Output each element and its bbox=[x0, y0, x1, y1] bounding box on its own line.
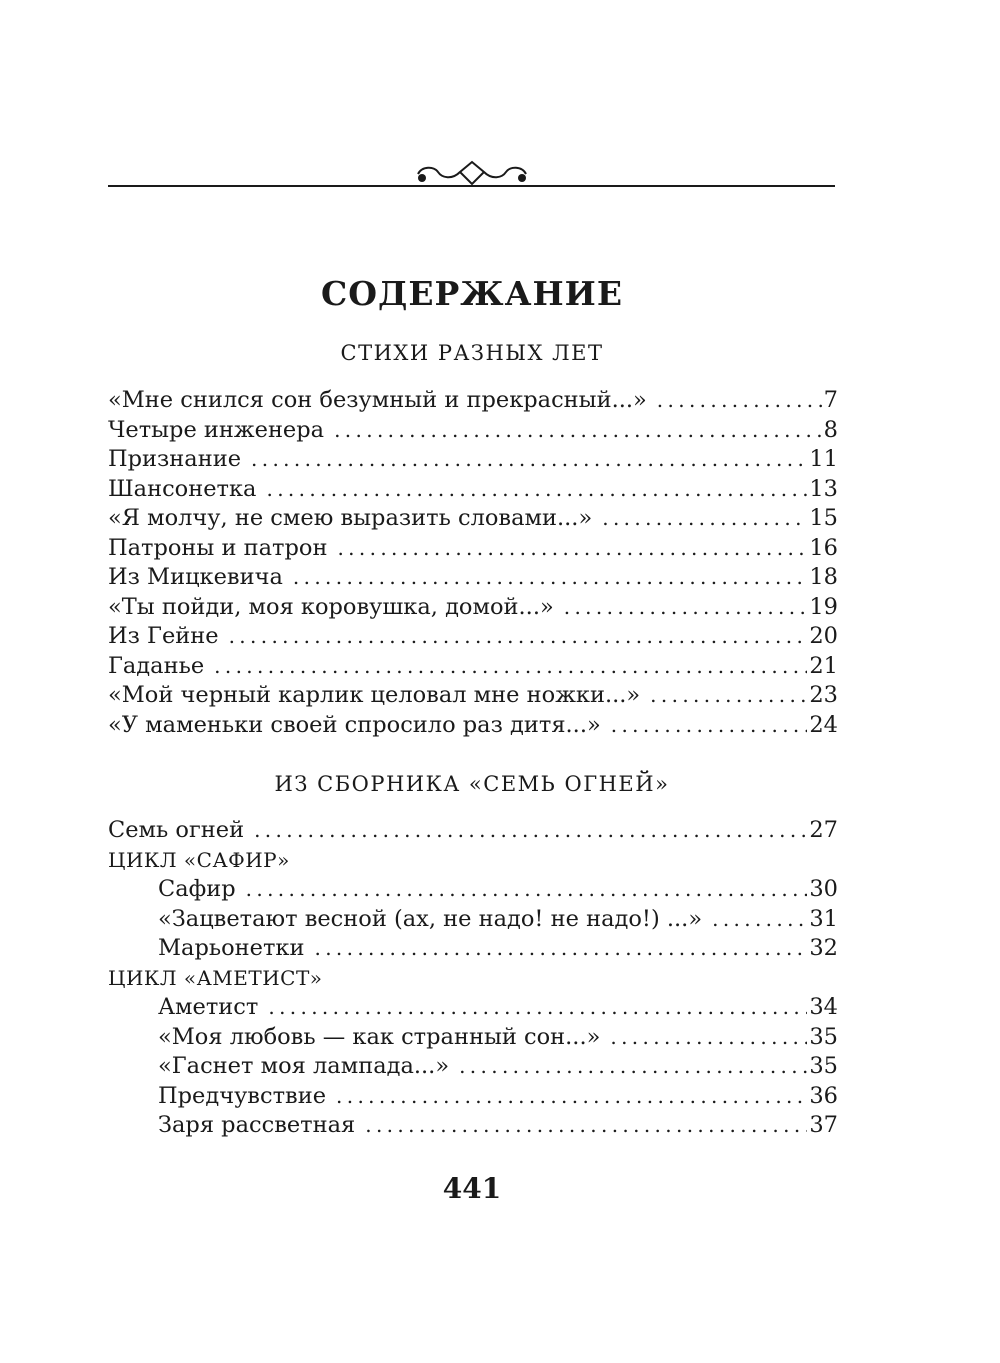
toc-entry-title: Из Мицкевича bbox=[108, 564, 283, 590]
toc-list bbox=[108, 386, 838, 740]
toc-entry-page: 30 bbox=[809, 876, 838, 902]
toc-entry-page: 35 bbox=[809, 1053, 838, 1079]
toc-entry-title: Марьонетки bbox=[158, 935, 305, 961]
toc-entry-page: 32 bbox=[809, 935, 838, 961]
toc-entry[interactable] bbox=[108, 1023, 838, 1053]
dot-leader bbox=[564, 593, 808, 623]
dot-leader bbox=[214, 652, 807, 682]
toc-entry[interactable] bbox=[108, 563, 838, 593]
toc-entry-page: 35 bbox=[809, 1023, 838, 1050]
dot-leader bbox=[610, 1023, 807, 1053]
dot-leader bbox=[712, 905, 807, 935]
page-title: СОДЕРЖАНИЕ bbox=[320, 274, 623, 313]
toc-entry[interactable] bbox=[108, 875, 838, 905]
toc-entry[interactable] bbox=[108, 622, 838, 652]
toc-entry-title: «Ты пойди, моя коровушка, домой...» bbox=[108, 593, 554, 620]
toc-entry-title: Аметист bbox=[158, 994, 259, 1020]
toc-entry-page: 15 bbox=[809, 505, 838, 531]
dot-leader bbox=[657, 386, 822, 416]
dot-leader bbox=[251, 445, 807, 475]
toc-entry-title: Шансонетка bbox=[108, 475, 257, 502]
toc-entry[interactable] bbox=[108, 416, 838, 446]
toc-entry-title: «Я молчу, не смею выразить словами...» bbox=[108, 505, 593, 531]
toc-entry-title: Признание bbox=[108, 446, 242, 472]
toc-entry[interactable] bbox=[108, 475, 838, 505]
dot-leader bbox=[229, 622, 808, 652]
toc-entry-title: Семь огней bbox=[108, 817, 245, 843]
toc-entry-page: 21 bbox=[809, 652, 838, 679]
dot-leader bbox=[293, 563, 807, 593]
dot-leader bbox=[365, 1111, 807, 1141]
page-number: 441 bbox=[442, 1172, 502, 1205]
dot-leader bbox=[650, 681, 807, 711]
toc-entry-title: Сафир bbox=[158, 876, 236, 902]
toc-entry-page: 7 bbox=[823, 387, 838, 413]
dot-leader bbox=[602, 504, 807, 534]
toc-entry-page: 36 bbox=[809, 1082, 838, 1109]
toc-entry-page: 20 bbox=[809, 623, 838, 649]
dot-leader bbox=[611, 711, 808, 741]
toc-entry-page: 37 bbox=[809, 1112, 838, 1138]
dot-leader bbox=[314, 934, 807, 964]
toc-entry-page: 16 bbox=[809, 534, 838, 561]
toc-entry-title: «Гаснет моя лампада...» bbox=[158, 1053, 450, 1079]
toc-entry[interactable] bbox=[108, 534, 838, 564]
toc-entry[interactable] bbox=[108, 816, 838, 846]
dot-leader bbox=[268, 993, 807, 1023]
dot-leader bbox=[459, 1052, 807, 1082]
toc-entry[interactable] bbox=[108, 504, 838, 534]
toc-entry-page: 8 bbox=[823, 416, 838, 443]
toc-entry-page: 19 bbox=[809, 593, 838, 620]
toc-entry[interactable] bbox=[108, 386, 838, 416]
toc-entry-page: 13 bbox=[809, 475, 838, 502]
section-heading: ИЗ СБОРНИКА «СЕМЬ ОГНЕЙ» bbox=[274, 772, 670, 796]
toc-entry[interactable] bbox=[108, 934, 838, 964]
toc-entry-title: «Мне снился сон безумный и прекрасный...» bbox=[108, 387, 647, 413]
toc-entry-page: 18 bbox=[809, 564, 838, 590]
toc-entry-page: 23 bbox=[809, 682, 838, 708]
toc-entry-page: 27 bbox=[809, 817, 838, 843]
toc-entry-page: 11 bbox=[809, 446, 838, 472]
dot-leader bbox=[336, 1082, 807, 1112]
dot-leader bbox=[337, 534, 807, 564]
toc-entry[interactable] bbox=[108, 652, 838, 682]
dot-leader bbox=[254, 816, 807, 846]
toc-entry-title: Предчувствие bbox=[158, 1082, 327, 1109]
toc-entry-page: 24 bbox=[809, 711, 838, 738]
toc-entry-title: «Мой черный карлик целовал мне ножки...» bbox=[108, 682, 641, 708]
toc-entry-title: «Моя любовь — как странный сон...» bbox=[158, 1023, 601, 1050]
toc-entry-title: Гаданье bbox=[108, 652, 205, 679]
dot-leader bbox=[246, 875, 808, 905]
toc-list bbox=[108, 816, 838, 1141]
toc-entry-title: Четыре инженера bbox=[108, 416, 325, 443]
toc-entry-page: 31 bbox=[809, 905, 838, 932]
cycle-heading: ЦИКЛ «АМЕТИСТ» bbox=[108, 965, 323, 990]
toc-entry-title: «У маменьки своей спросило раз дитя...» bbox=[108, 711, 601, 738]
toc-entry-title: Патроны и патрон bbox=[108, 534, 328, 561]
toc-entry[interactable] bbox=[108, 593, 838, 623]
toc-entry-page: 34 bbox=[809, 994, 838, 1020]
toc-entry-title: Заря рассветная bbox=[158, 1112, 356, 1138]
toc-entry[interactable] bbox=[108, 905, 838, 935]
cycle-heading: ЦИКЛ «САФИР» bbox=[108, 847, 290, 872]
toc-entry[interactable] bbox=[108, 993, 838, 1023]
dot-leader bbox=[266, 475, 807, 505]
toc-entry[interactable] bbox=[108, 1052, 838, 1082]
toc-entry-title: Из Гейне bbox=[108, 623, 219, 649]
header-rule bbox=[108, 185, 835, 187]
toc-entry[interactable] bbox=[108, 711, 838, 741]
toc-entry[interactable] bbox=[108, 1082, 838, 1112]
toc-entry[interactable] bbox=[108, 681, 838, 711]
section-heading: СТИХИ РАЗНЫХ ЛЕТ bbox=[340, 341, 604, 365]
toc-entry[interactable] bbox=[108, 1111, 838, 1141]
dot-leader bbox=[334, 416, 822, 446]
toc-entry[interactable] bbox=[108, 445, 838, 475]
toc-entry-title: «Зацветают весной (ах, не надо! не надо!) ...» bbox=[158, 905, 703, 932]
